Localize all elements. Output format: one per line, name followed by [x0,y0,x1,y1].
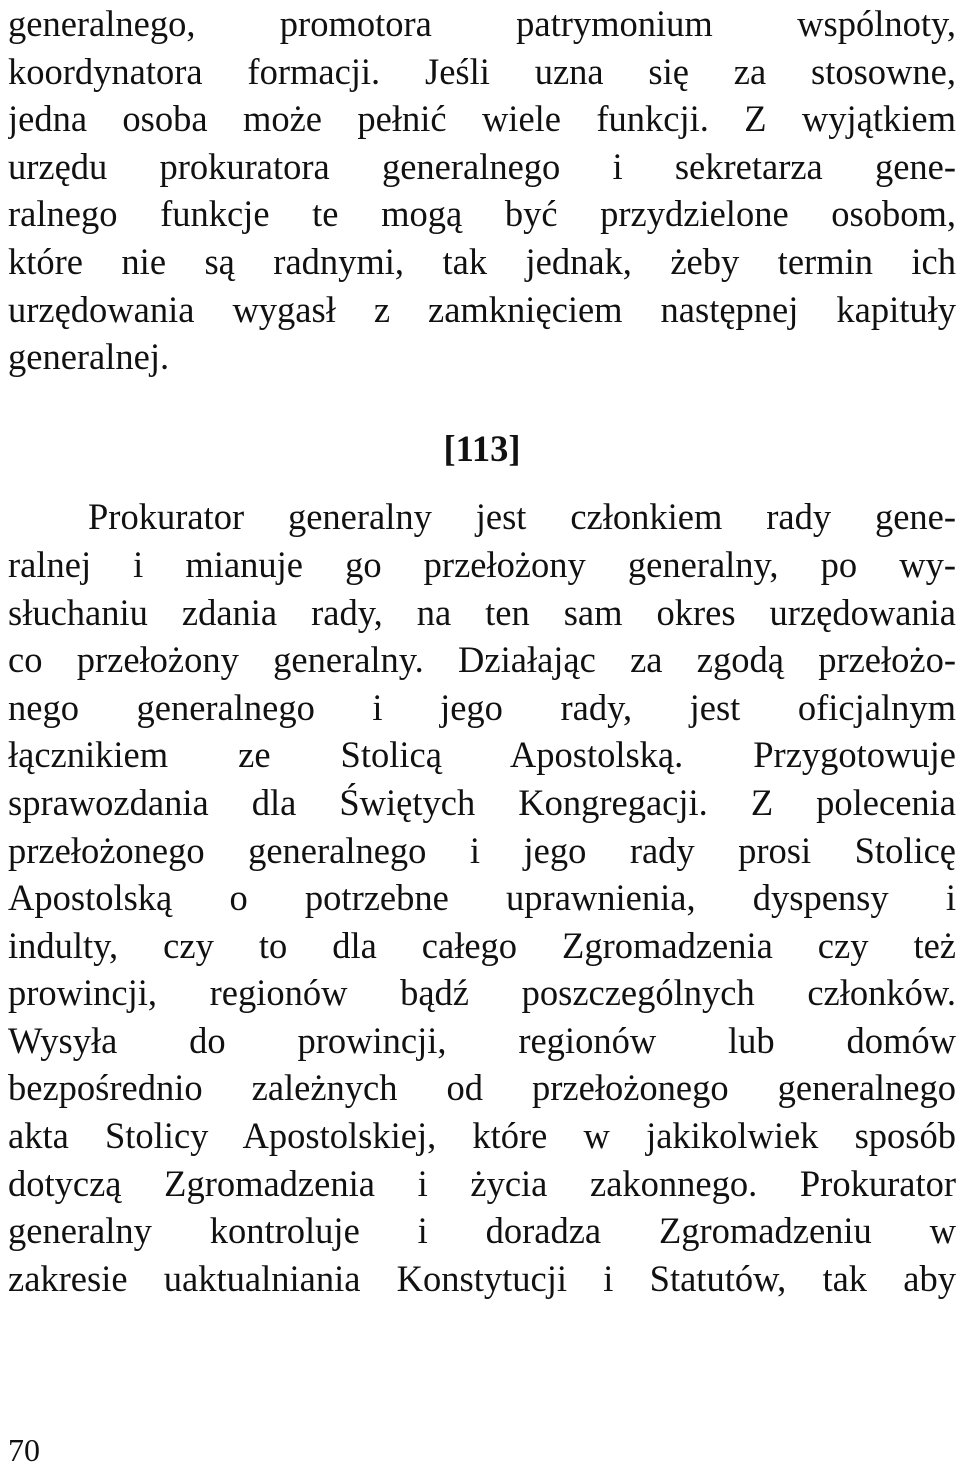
text-line: jedna osoba może pełnić wiele funkcji. Z wyjątkiem [8,98,956,140]
text-line: akta Stolicy Apostolskiej, które w jakikolwiek sposób [8,1115,956,1157]
text-line: dotyczą Zgromadzenia i życia zakonnego. Prokurator [8,1162,956,1204]
text-line: słuchaniu zdania rady, na ten sam okres urzędowania [8,591,956,633]
text-line: generalny kontroluje i doradza Zgromadzeniu w [8,1210,956,1252]
text-line: nego generalnego i jego rady, jest oficjalnym [8,686,956,728]
text-line: bezpośrednio zależnych od przełożonego generalnego [8,1067,956,1109]
text-line: urzędowania wygasł z zamknięciem następnej kapituły [8,288,956,330]
text-line: indulty, czy to dla całego Zgromadzenia czy też [8,924,956,966]
text-line: przełożonego generalnego i jego rady prosi Stolicę [8,829,956,871]
text-line: Wysyła do prowincji, regionów lub domów [8,1019,956,1061]
article-paragraph [8,493,956,1302]
text-line: Apostolską o potrzebne uprawnienia, dyspensy i [8,877,956,919]
text-line: zakresie uaktualniania Konstytucji i Statutów, tak aby [8,1257,956,1299]
text-line: prowincji, regionów bądź poszczególnych członków. [8,972,956,1014]
text-line: generalnej. [8,336,170,378]
document-page [8,0,956,1302]
text-line: łącznikiem ze Stolicą Apostolską. Przygotowuje [8,734,956,776]
text-line: które nie są radnymi, tak jednak, żeby termin ich [8,240,956,282]
text-line: Prokurator generalny jest członkiem rady gene- [88,496,956,538]
section-number: [113] [443,427,521,469]
continuation-paragraph [8,0,956,381]
text-line: generalnego, promotora patrymonium wspólnoty, [8,3,956,44]
text-line: co przełożony generalny. Działając za zgodą przełożo- [8,639,956,681]
page-number: 70 [8,1432,40,1468]
text-line: sprawozdania dla Świętych Kongregacji. Z polecenia [8,781,956,823]
text-line: koordynatora formacji. Jeśli uzna się za stosowne, [8,50,956,92]
text-line: ralnej i mianuje go przełożony generalny, po wy- [8,543,956,585]
text-line: urzędu prokuratora generalnego i sekretarza gene- [8,145,956,187]
text-line: ralnego funkcje te mogą być przydzielone osobom, [8,193,956,235]
